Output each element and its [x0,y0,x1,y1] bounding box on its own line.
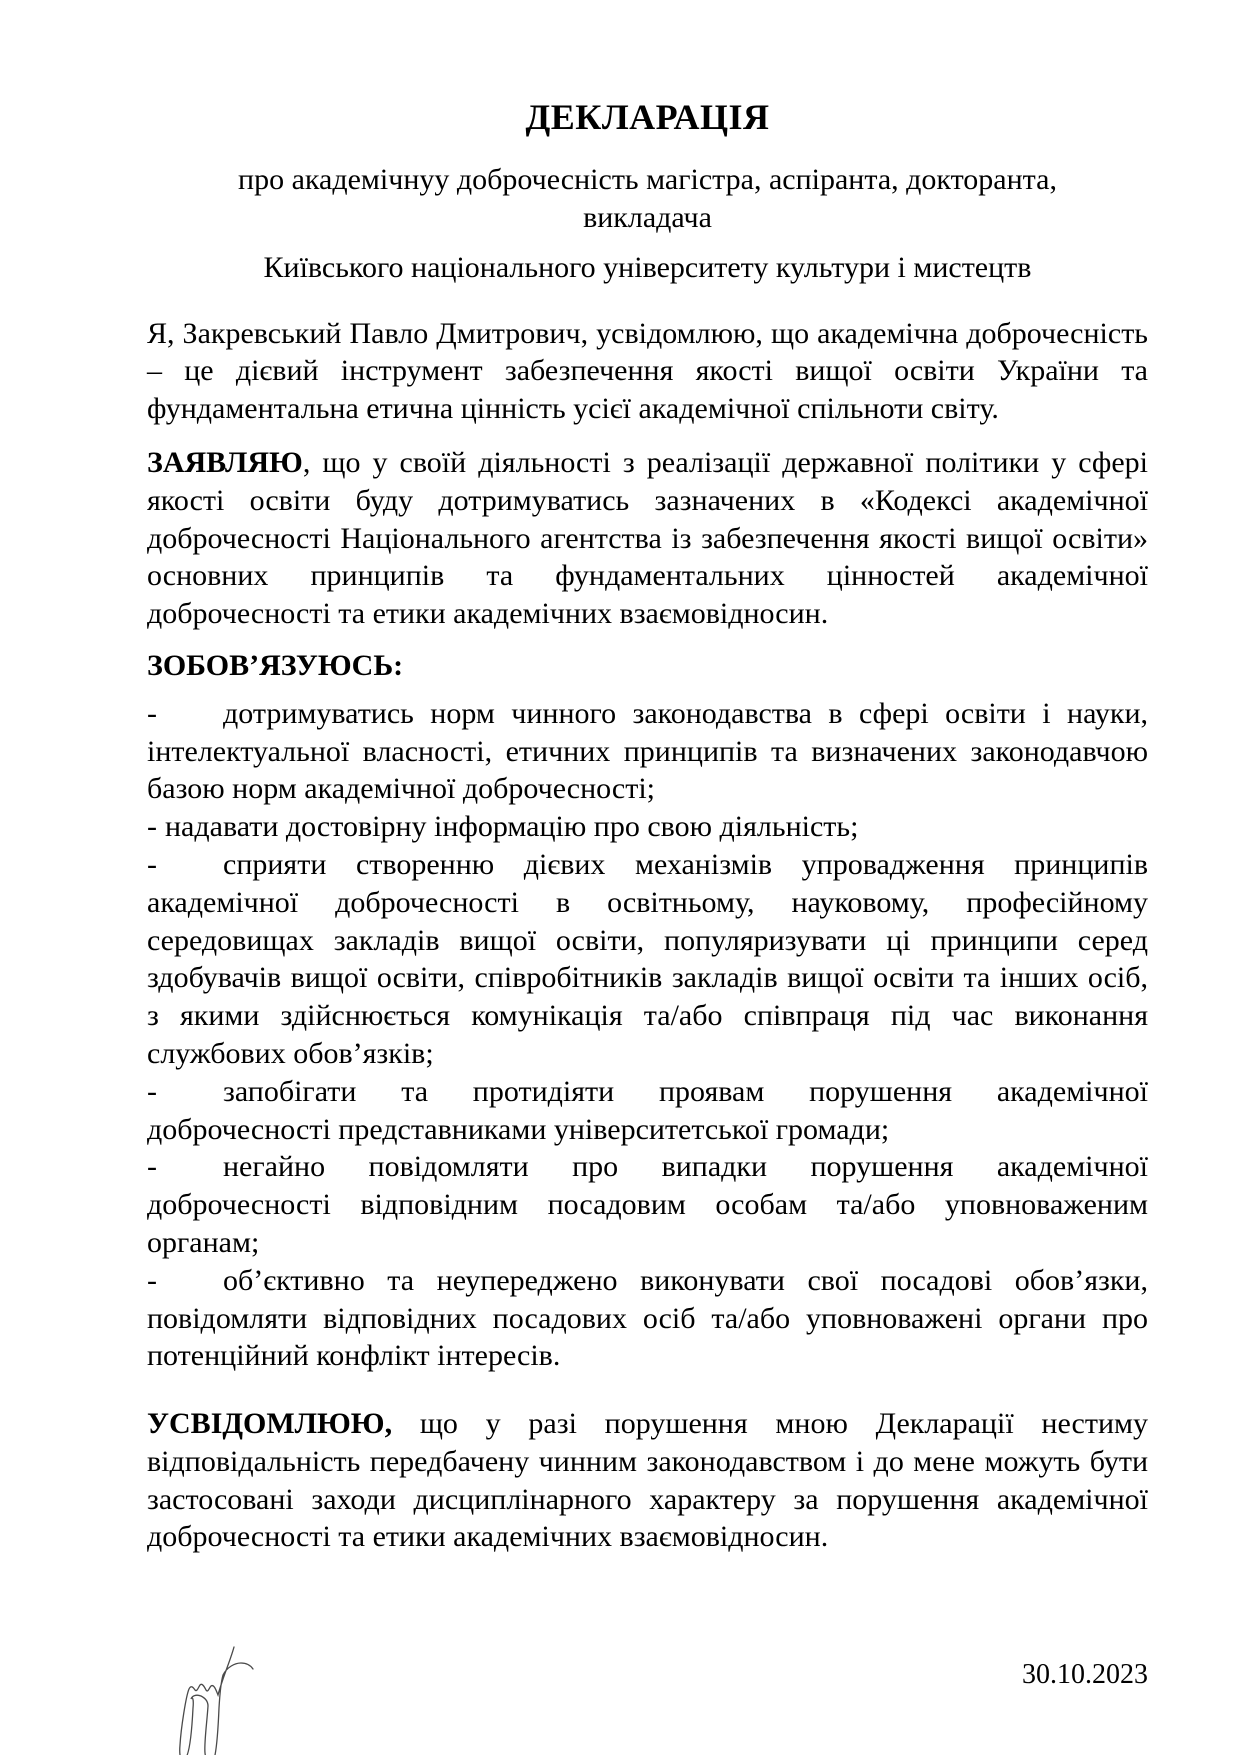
subtitle-line-1: про академічнуу доброчесність магістра, аспіранта, докторанта, [238,163,1057,197]
acknowledge-lead: УСВІДОМЛЮЮ, [147,1407,393,1441]
obligation-text: сприяти створенню дієвих механізмів упровадження принципів академічної доброчесності в освітньому, науковому, професійному середовищах закладів вищої освіти, популяризувати ці принципи серед здобувачів вищої освіти, співробітників закладів вищої освіти та інших осіб, з якими здійснюється комунікація та/або співпраця під час виконання службових обов’язків; [147,847,1148,1070]
list-dash-marker: - [147,810,157,844]
obligation-item-3 [147,846,1148,1073]
acknowledge-paragraph [147,1405,1148,1556]
declare-lead: ЗАЯВЛЯЮ [147,445,303,479]
university-line: Київського національного університету культури і мистецтв [263,250,1032,284]
document-date: 30.10.2023 [1022,1659,1148,1691]
list-dash-marker: - [147,696,157,730]
obligation-text: дотримуватись норм чинного законодавства в сфері освіти і науки, інтелектуальної власності, етичних принципів та визначених законодавчою базою норм академічної доброчесності; [147,696,1148,806]
obligation-item-1 [147,695,1148,808]
obligation-text: негайно повідомляти про випадки порушення академічної доброчесності відповідним посадовим особам та/або уповноваженим органам; [147,1150,1148,1259]
obligation-text: об’єктивно та неупереджено виконувати свої посадові обов’язки, повідомляти відповідних посадових осіб та/або уповноважені органи про потенційний конфлікт інтересів. [147,1263,1148,1373]
footer-row [147,1646,1148,1755]
obligation-item-2 [147,808,1148,846]
document-subtitle [147,161,1148,237]
intro-paragraph: Я, Закревський Павло Дмитрович, усвідомлюю, що академічна доброчесність – це дієвий інструмент забезпечення якості вищої освіти України та фундаментальна етична цінність усієї академічної спільноти світу. [147,316,1148,426]
obligation-text: запобігати та протидіяти проявам порушення академічної доброчесності представниками університетської громади; [147,1074,1148,1146]
list-dash-marker: - [147,1074,157,1108]
obligation-item-6 [147,1262,1148,1375]
declare-paragraph [147,444,1148,633]
obligation-item-5 [147,1148,1148,1261]
list-dash-marker: - [147,847,157,881]
acknowledge-body: що у разі порушення мною Декларації нестиму відповідальність передбачену чинним законодавством і до мене можуть бути застосовані заходи дисциплінарного характеру за порушення академічної доброчесності та етики академічних взаємовідносин. [147,1407,1148,1554]
handwritten-signature-icon [178,1646,254,1755]
obligations-heading: ЗОБОВ’ЯЗУЮСЬ: [147,648,404,682]
list-dash-marker: - [147,1263,157,1297]
declare-body: , що у своїй діяльності з реалізації державної політики у сфері якості освіти буду дотримуватись зазначених в «Кодексі академічної доброчесності Національного агентства із забезпечення якості вищої освіти» основних принципів та фундаментальних цінностей академічної доброчесності та етики академічних взаємовідносин. [147,445,1148,631]
subtitle-line-2: викладача [583,200,712,234]
obligation-item-4 [147,1073,1148,1149]
page-title: ДЕКЛАРАЦІЯ [525,97,770,137]
obligation-text: надавати достовірну інформацію про свою діяльність; [165,810,859,844]
list-dash-marker: - [147,1150,157,1184]
